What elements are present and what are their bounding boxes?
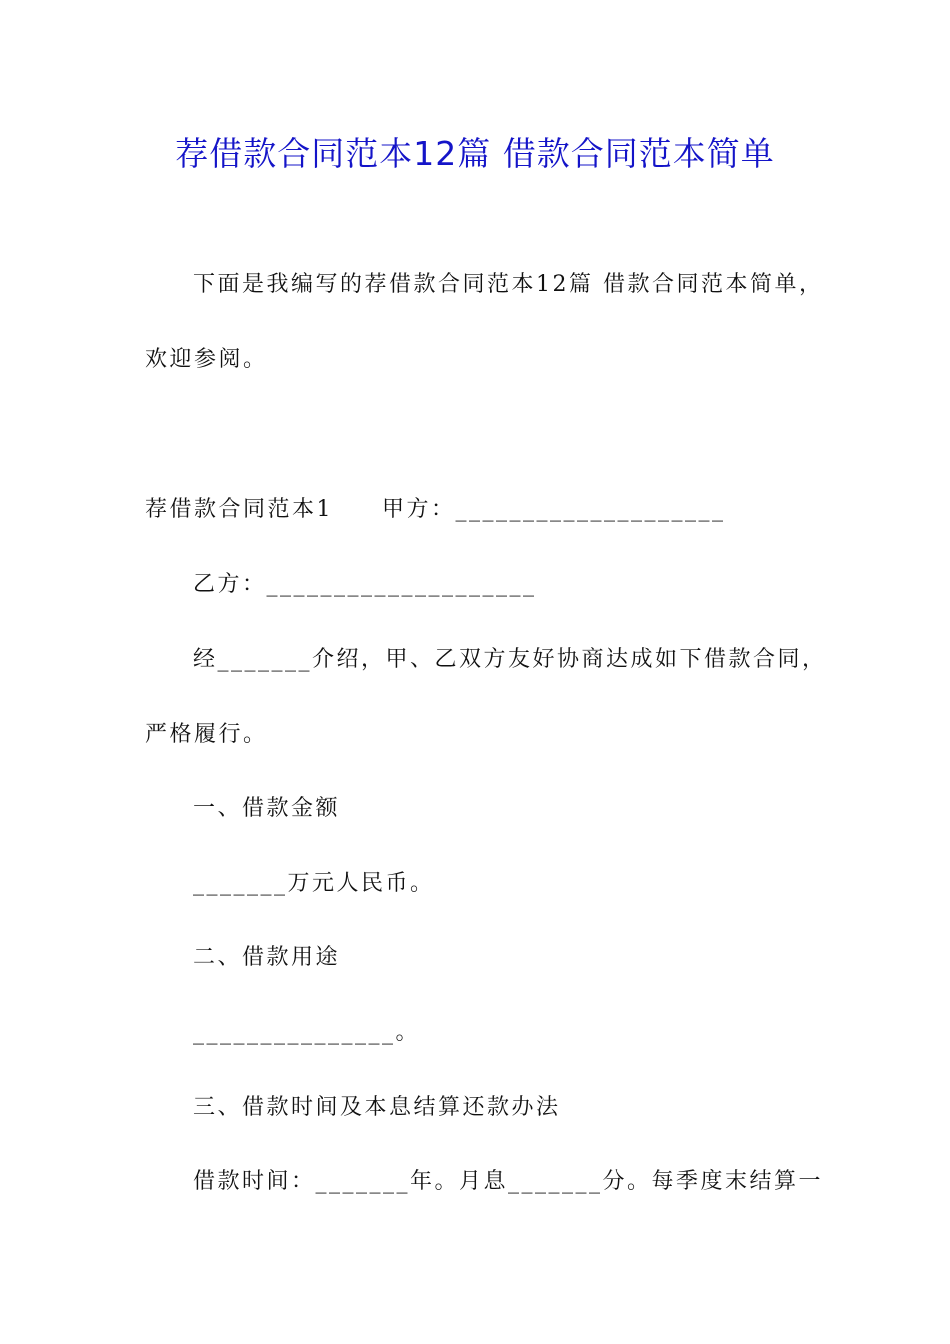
party-b-line: 乙方：____________________	[193, 572, 537, 597]
paragraph-intro-line-2: 欢迎参阅。	[145, 347, 268, 372]
paragraph-agreement-line-1: 经_______介绍，甲、乙双方友好协商达成如下借款合同，	[193, 647, 827, 672]
section-heading-repayment: 三、借款时间及本息结算还款办法	[193, 1095, 561, 1120]
section-heading-loan-purpose: 二、借款用途	[193, 945, 341, 970]
paragraph-agreement-line-2: 严格履行。	[145, 722, 268, 747]
loan-amount-line: _______万元人民币。	[193, 871, 435, 896]
document-title: 荐借款合同范本12篇 借款合同范本简单	[175, 134, 775, 173]
paragraph-intro-line-1: 下面是我编写的荐借款合同范本12篇 借款合同范本简单，	[193, 272, 824, 297]
loan-time-line: 借款时间：_______年。月息_______分。每季度末结算一	[193, 1169, 824, 1194]
loan-purpose-line: _______________。	[193, 1020, 421, 1045]
section-heading-loan-amount: 一、借款金额	[193, 796, 341, 821]
contract-heading-party-a: 荐借款合同范本1 甲方：____________________	[145, 497, 726, 522]
